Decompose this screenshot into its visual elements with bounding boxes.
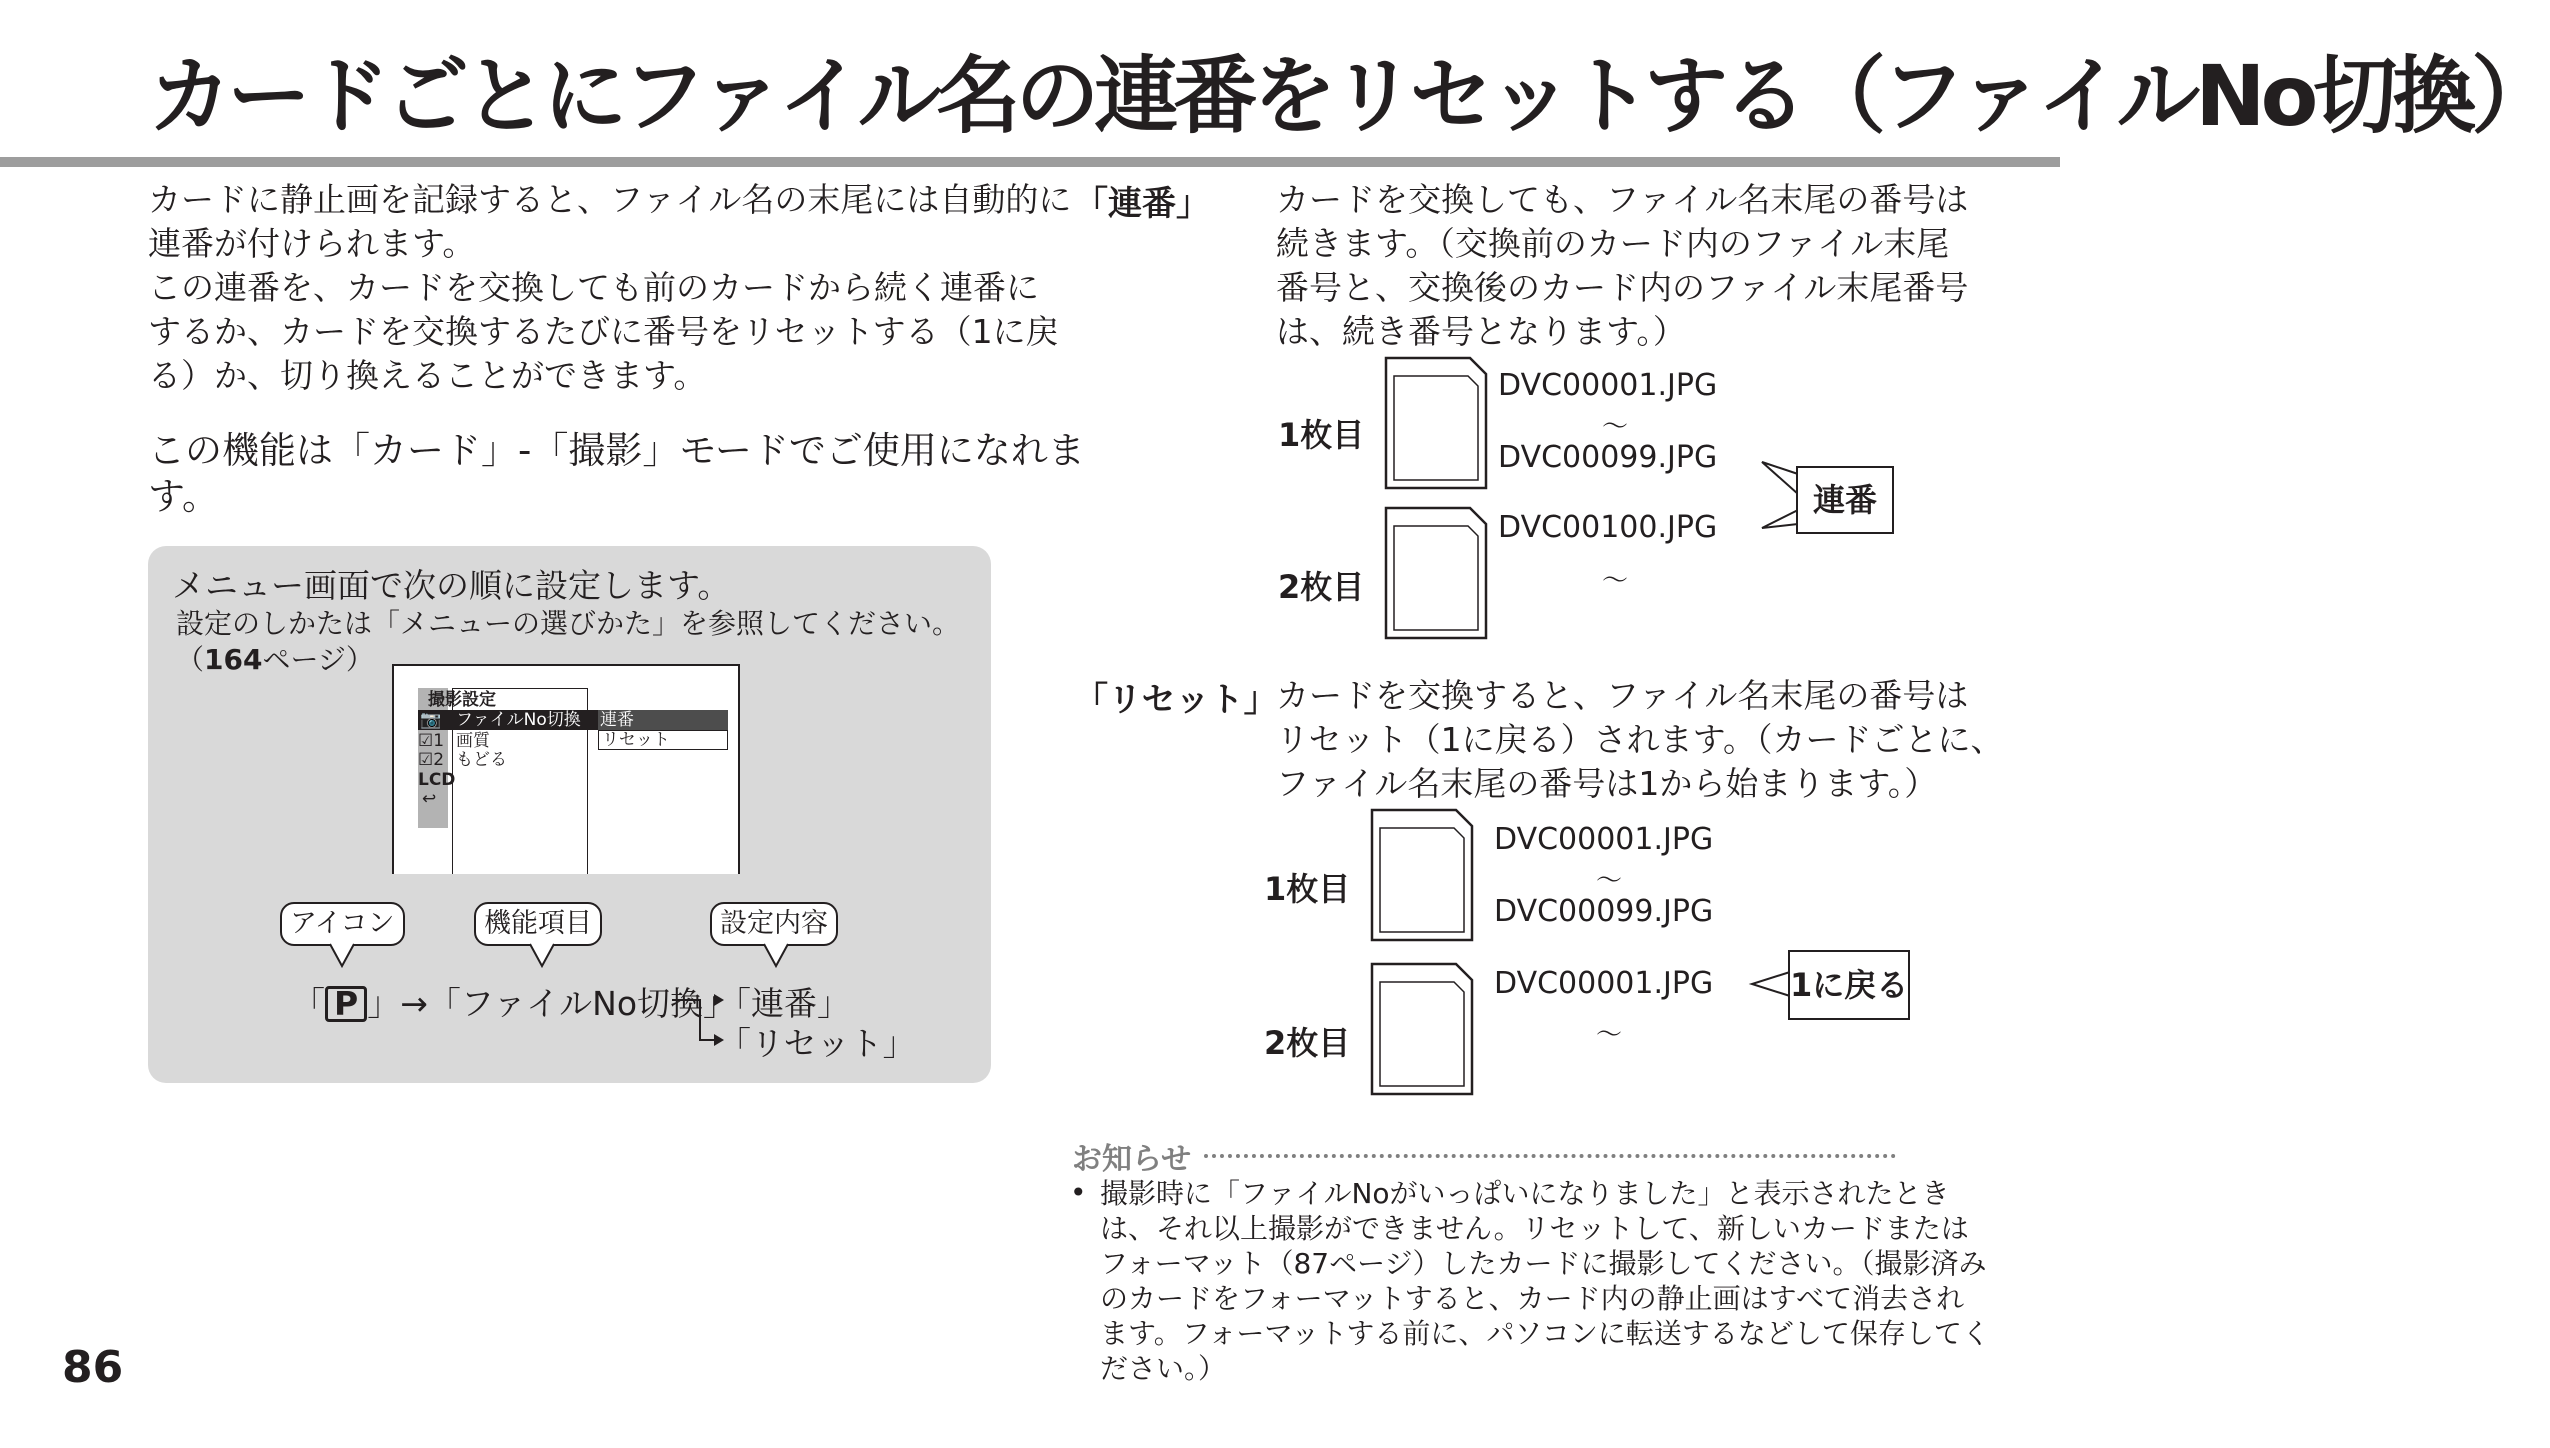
check2-icon: ☑2	[418, 750, 445, 770]
bubble-icon: アイコン	[280, 902, 405, 946]
notice-dotted-rule	[1204, 1154, 1896, 1158]
renban-file-next: DVC00100.JPG	[1498, 510, 1718, 545]
lcd-icon: LCD	[418, 770, 456, 790]
mode-note-line: この機能は「カード」-「撮影」モードでご使用になれま	[148, 429, 1085, 472]
menu-item-back[interactable]: もどる	[456, 750, 507, 770]
notice-heading: お知らせ	[1072, 1142, 1192, 1177]
reset-heading: 「リセット」	[1074, 680, 1278, 720]
reset-file-first: DVC00001.JPG	[1494, 822, 1714, 857]
box-subtext: 設定のしかたは「メニューの選びかた」を参照してください。	[176, 607, 961, 640]
reset-wave-2: 〜	[1596, 1020, 1623, 1050]
renban-text: カードを交換しても、ファイル名末尾の番号は 続きます。（交換前のカード内のファイル末尾 番号と、交換後のカード内のファイル末尾番号 は、続き番号となります。）	[1276, 180, 1969, 351]
renban-file-first: DVC00001.JPG	[1498, 368, 1718, 403]
reset-file-new: DVC00001.JPG	[1494, 966, 1714, 1001]
renban-card2-label: 2枚目	[1278, 568, 1365, 606]
intro-line: この連番を、カードを交換しても前のカードから続く連番に	[148, 268, 1039, 307]
mode-note-line: す。	[148, 475, 220, 518]
renban-wave-1: 〜	[1602, 412, 1629, 442]
reset-card1-label: 1枚目	[1264, 870, 1351, 908]
reset-text: カードを交換すると、ファイル名末尾の番号は リセット（1に戻る）されます。（カードごとに、 ファイル名末尾の番号は1から始まります。）	[1276, 676, 2004, 803]
camera-icon: 📷	[420, 710, 442, 730]
page-number: 86	[62, 1342, 124, 1393]
renban-heading: 「連番」	[1074, 184, 1210, 224]
menu-option-renban[interactable]: 連番	[600, 710, 634, 730]
page-ref-number: 164	[204, 643, 263, 676]
notice-bullet: •	[1070, 1176, 1087, 1209]
notice-text: 撮影時に「ファイルNoがいっぱいになりました」と表示されたとき は、それ以上撮影ができません。リセットして、新しいカードまたは フォーマット（87ページ）したカードに撮影してください。（撮影済み のカードをフォーマットすると、カード内の静止画はすべて消去され ます。フォーマットする前に、パソコンに転送するなどして保存してく ださい。）	[1100, 1177, 1990, 1385]
renban-callout: 連番	[1796, 466, 1894, 534]
intro-line: カードに静止画を記録すると、ファイル名の末尾には自動的に	[148, 180, 1072, 219]
return-icon: ↩	[422, 789, 437, 809]
renban-file-last: DVC00099.JPG	[1498, 440, 1718, 475]
renban-card1-label: 1枚目	[1278, 416, 1365, 454]
menu-item-quality[interactable]: 画質	[456, 731, 490, 751]
reset-callout: 1に戻る	[1788, 950, 1910, 1020]
intro-line: る）か、切り換えることができます。	[148, 356, 707, 395]
reset-file-last: DVC00099.JPG	[1494, 894, 1714, 929]
menu-option-reset[interactable]: リセット	[602, 730, 670, 750]
p-mode-icon: P	[325, 986, 367, 1022]
check1-icon: ☑1	[418, 731, 445, 751]
flow-option-reset: 「リセット」	[718, 1024, 916, 1063]
flow-line: 「 P 」→「ファイルNo切換」	[292, 984, 737, 1023]
menu-item-file-no[interactable]: ファイルNo切換	[456, 710, 581, 730]
flow-option-renban: 「連番」	[718, 984, 850, 1023]
box-heading: メニュー画面で次の順に設定します。	[172, 566, 731, 605]
reset-card2-label: 2枚目	[1264, 1024, 1351, 1062]
intro-line: 連番が付けられます。	[148, 224, 476, 263]
bubble-setting: 設定内容	[710, 902, 838, 946]
intro-line: するか、カードを交換するたびに番号をリセットする（1に戻	[148, 312, 1059, 351]
renban-wave-2: 〜	[1602, 566, 1629, 596]
bubble-function: 機能項目	[474, 902, 602, 946]
page-reference: （164ページ）	[176, 643, 374, 676]
menu-header: 撮影設定	[428, 690, 496, 710]
page-title: カードごとにファイル名の連番をリセットする（ファイルNo切換）	[148, 47, 2550, 145]
reset-wave-1: 〜	[1596, 866, 1623, 896]
